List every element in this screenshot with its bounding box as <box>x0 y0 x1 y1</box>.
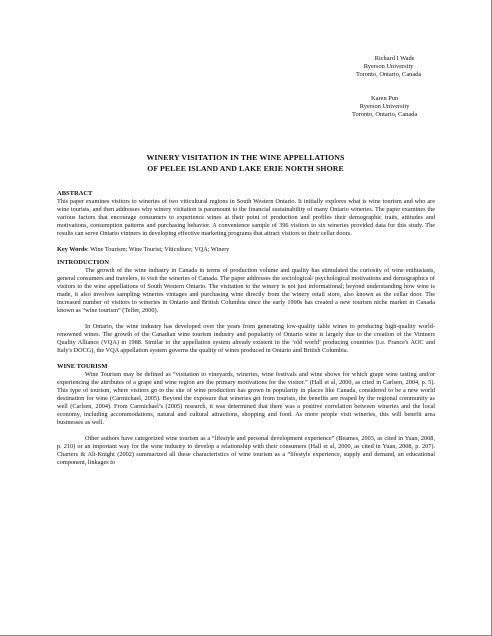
author-affiliation: Ryerson University <box>363 63 414 70</box>
introduction-paragraph-1: The growth of the wine industry in Canada in terms of production volume and quality has stimulated the curiosity of wine enthusiasts, general consumers and travelers, to visit the wineries of Canada. The paper addresses the sociological/ psychological motivations and demographics of visitors to the wine appellations of South Western Ontario. The visitation to the winery is not just informational; beyond understanding how wine is made, it also involves sampling wineries vintages and purchasing wine directly from the winery retail store, also known as the cellar door. The increased number of visitors to wineries in Ontario and British Columbia since the early 1990s has created a new tourism niche market in Canada known as “wine tourism” (Telfer, 2000). <box>57 267 435 314</box>
author-2 <box>352 95 417 119</box>
author-affiliation: Ryerson University <box>359 103 410 110</box>
abstract-heading: ABSTRACT <box>57 190 93 197</box>
author-location: Toronto, Ontario, Canada <box>352 111 418 118</box>
keywords <box>57 246 435 254</box>
keywords-label: Key Words <box>57 246 87 253</box>
keywords-text: : Wine Tourism; Wine Tourist; Viticulture; VQA; Winery <box>86 246 230 253</box>
paper-title <box>80 153 411 174</box>
wine-tourism-heading: WINE TOURISM <box>57 363 108 370</box>
author-1 <box>356 55 421 79</box>
title-line-2: OF PELEE ISLAND AND LAKE ERIE NORTH SHORE <box>147 163 344 173</box>
author-location: Toronto, Ontario, Canada <box>356 71 422 78</box>
author-name: Karen Pun <box>371 95 399 102</box>
paper-body <box>57 190 435 467</box>
wine-tourism-paragraph-1: Wine Tourism may be defined as “visitation to vineyards, wineries, wine festivals and wine shows for which grape wine tasting and/or experiencing the attributes of a grape and wine region are the primary motivations for the visitor.” (Hall et al, 2000, as cited in Carlsen, 2004, p. 5). This type of tourism, where visitors go to the site of wine production has grown in popularity in places like Canada, considered to be a new world destination for wine (Carmichael, 2005). Beyond the exposure that wineries get from tourists, the benefits are reaped by the regional community as well (Carlsen, 2004). From Carmichael’s (2005) research, it was determined that there was a positive correlation between wineries and the local economy, including accommodations, natural and cultural attractions, shopping and food. As more people visit wineries, this will benefit area businesses as well. <box>57 371 435 426</box>
author-name: Richard I Wade <box>374 55 415 62</box>
introduction-heading: INTRODUCTION <box>57 259 110 266</box>
abstract-text: This paper examines visitors to wineries of two viticultural regions in South Western Ontario. It initially explores what is wine tourism and who are wine tourists, and then addresses why winery visitation is paramount to the financial sustainability of many Ontario wineries. The paper examines the various factors that encourage consumers to experience wines at their point of production and profiles their demographic traits, attitudes and motivations, consumption patterns and purchasing behavior. A convenience sample of 396 visitors to six wineries provided data for this study. The results can serve Ontario vintners in developing effective marketing programs that attract visitors to their cellar doors. <box>57 198 435 237</box>
wine-tourism-paragraph-2: Other authors have categorized wine tourism as a “lifestyle and personal development experience” (Beames, 2003, as cited in Yuan, 2008, p. 210) or an important way for the wine industry to develop a relationship with their consumers (Hall et al, 2000, as cited in Yuan, 2008, p. 207). Charters & Ali-Knight (2002) summarized all these characteristics of wine tourism as a “lifestyle experience, supply and demand, an educational component, linkages to <box>57 435 435 466</box>
title-line-1: WINERY VISITATION IN THE WINE APPELLATIONS <box>146 153 345 162</box>
introduction-paragraph-2: In Ontario, the wine industry has developed over the years from generating low-quality table wines to producing high-quality world-renowned wines. The growth of the Canadian wine tourism industry and popularity of Ontario wine is largely due to the creation of the Vintners Quality Alliance (VQA) in 1988. Similar to the appellation system already existent in the ‘old world’ producing countries (i.e. France's AOC and Italy's DOCG), the VQA appellation system governs the quality of wines produced in Ontario and British Columbia. <box>57 323 435 354</box>
